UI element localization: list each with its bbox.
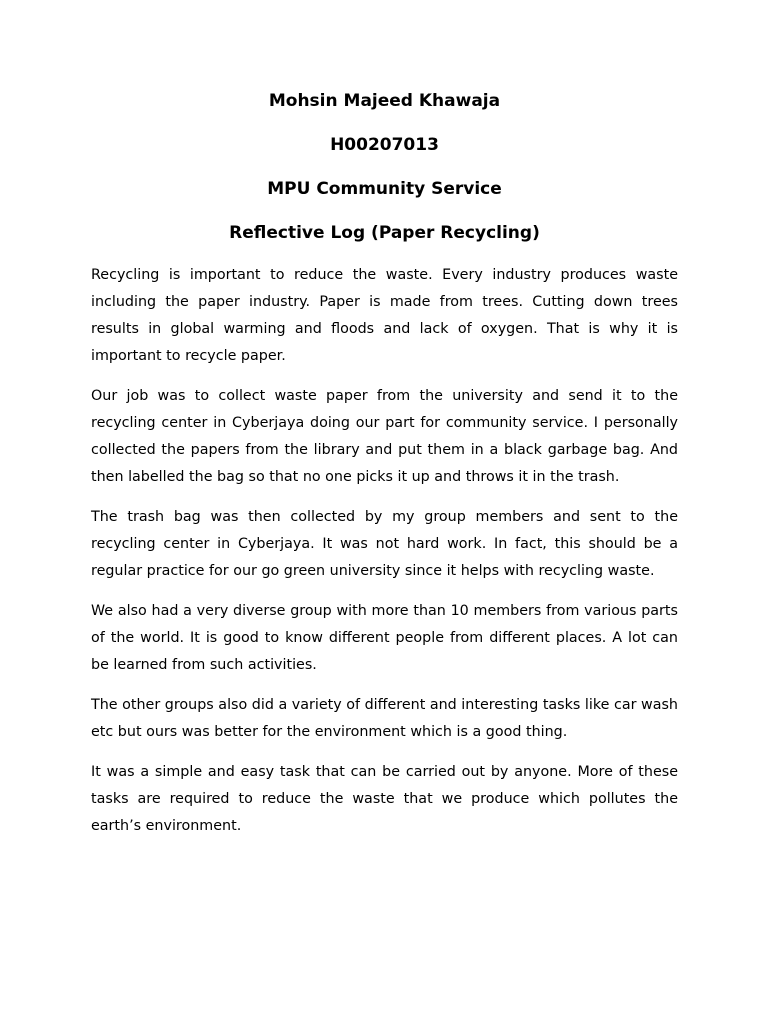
student-id: H00207013 <box>330 135 439 155</box>
paragraph-3: The trash bag was then collected by my group members and sent to the recycling center in Cyberjaya. It was not hard work. In fact, this should be a regular practice for our go green university since it helps with recycling waste. <box>91 509 678 579</box>
paragraph-5: The other groups also did a variety of different and interesting tasks like car wash etc but ours was better for the environment which is a good thing. <box>91 697 678 740</box>
paragraph-2: Our job was to collect waste paper from the university and send it to the recycling center in Cyberjaya doing our part for community service. I personally collected the papers from the library and put them in a black garbage bag. And then labelled the bag so that no one picks it up and throws it in the trash. <box>91 388 678 485</box>
paragraph-6: It was a simple and easy task that can be carried out by anyone. More of these tasks are required to reduce the waste that we produce which pollutes the earth’s environment. <box>91 764 678 834</box>
author-name: Mohsin Majeed Khawaja <box>268 91 501 111</box>
title-block <box>91 90 678 244</box>
paragraph-1: Recycling is important to reduce the waste. Every industry produces waste including the paper industry. Paper is made from trees. Cutting down trees results in global warming and floods and lack of oxygen. That is why it is important to recycle paper. <box>91 267 678 364</box>
paragraph-4: We also had a very diverse group with more than 10 members from various parts of the world. It is good to know different people from different places. A lot can be learned from such activities. <box>91 603 678 673</box>
document-body <box>91 262 678 840</box>
document-title: Reflective Log (Paper Recycling) <box>229 223 540 243</box>
course-name: MPU Community Service <box>267 179 502 199</box>
